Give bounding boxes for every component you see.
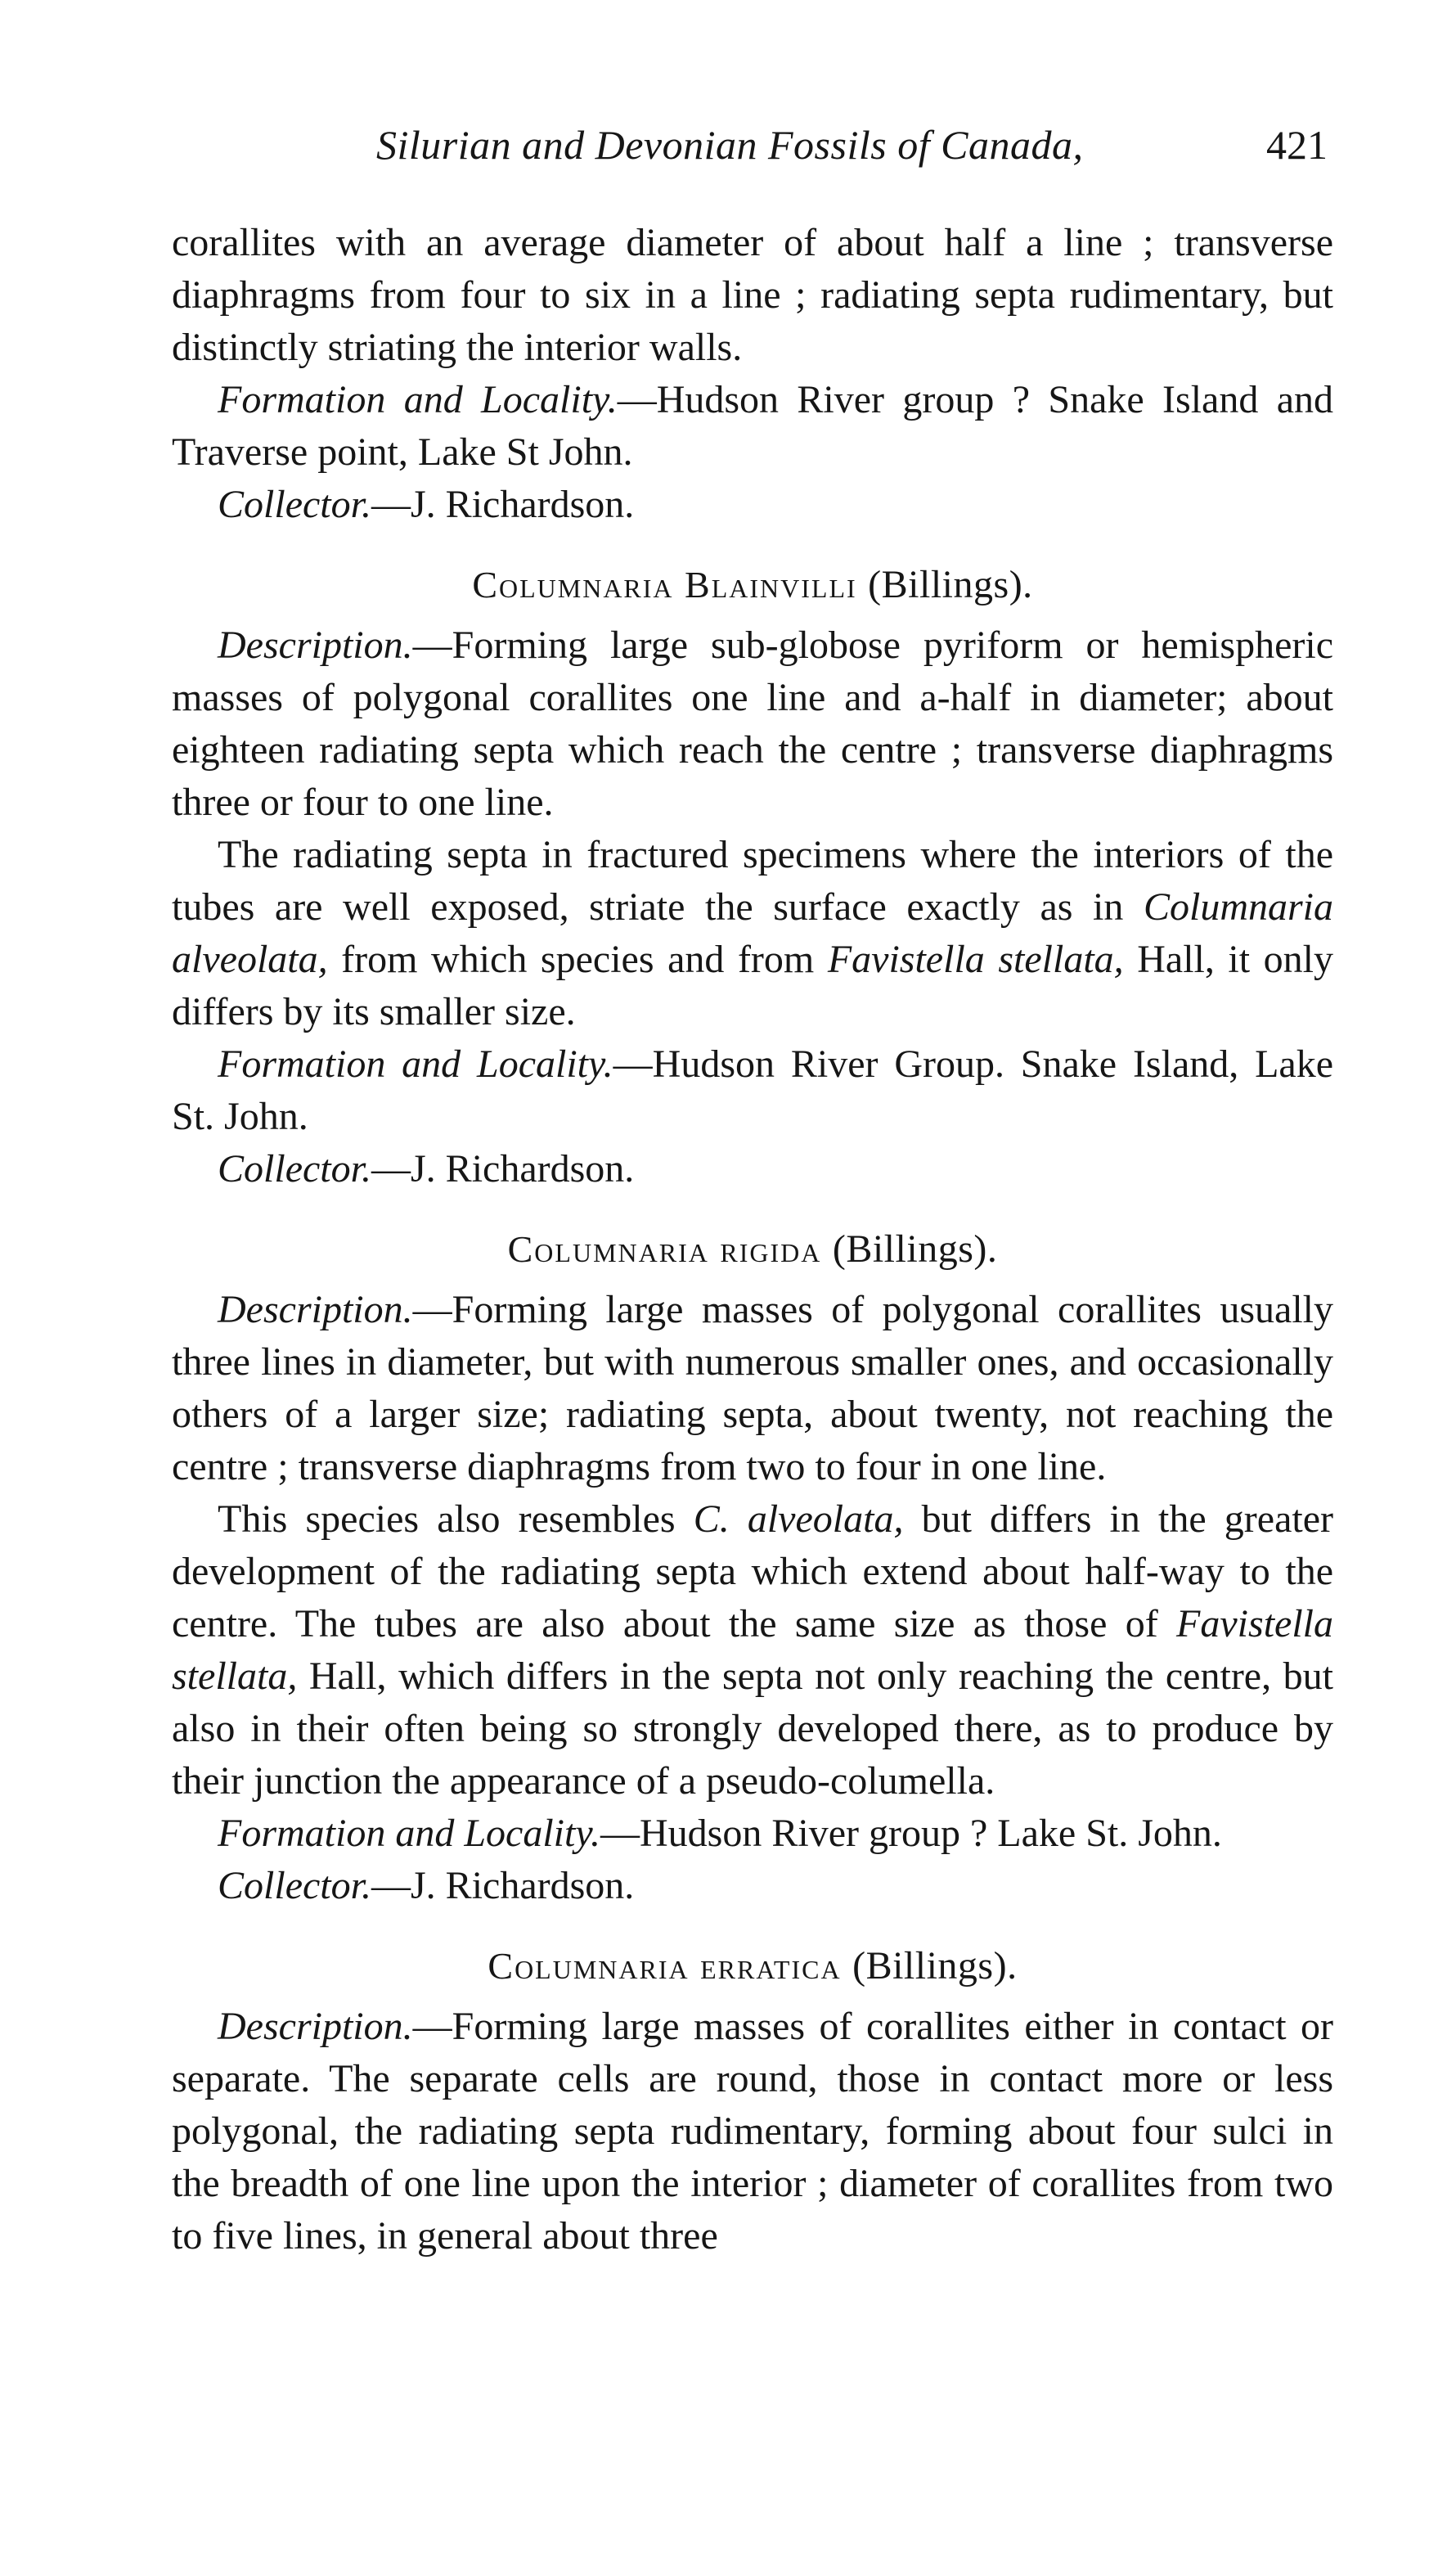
species-heading: Columnaria rigida (Billings). [507,1227,998,1271]
species-collector: Collector.—J. Richardson. [218,1864,635,1907]
species-heading: Columnaria erratica (Billings). [488,1944,1018,1988]
description-label: Description. [218,623,413,667]
taxon-name: Columnaria alveolata, [172,885,1333,981]
species-description: Description.—Forming large masses of polygonal corallites usually three lines in diameter, but with numerous smaller ones, and occasionally others of a larger size; radiating septa, about twenty, not reaching the centre ; transverse diaphragms from two to four in one line. [172,1288,1333,1488]
species-collector: Collector.—J. Richardson. [218,1147,635,1191]
species-heading: Columnaria Blainvilli (Billings). [472,563,1033,606]
page-header [0,121,1456,178]
taxon-name: Favistella stellata, [827,938,1124,981]
species-remarks: This species also resembles C. alveolata, but differs in the greater development of the radiating septa which extend about half-way to the centre. The tubes are also about the same size as those of Favistella stellata, Hall, which differs in the septa not only reaching the centre, but also in their often being so strongly developed there, as to produce by their junction the appearance of a pseudo-columella. [172,1497,1333,1803]
description-label: Description. [218,1288,413,1331]
intro-formation: Formation and Locality.—Hudson River group ? Snake Island and Traverse point, Lake St John. [172,378,1333,474]
running-title: Silurian and Devonian Fossils of Canada, [376,122,1084,168]
collector-label: Collector. [218,483,371,526]
taxon-name: C. alveolata, [693,1497,904,1541]
taxon-name: Favistella stellata, [172,1602,1333,1698]
intro-collector: Collector.—J. Richardson. [218,483,635,526]
species-remarks: The radiating septa in fractured specimens where the interiors of the tubes are well exposed, striate the surface exactly as in Columnaria alveolata, from which species and from Favistella stellata, Hall, it only differs by its smaller size. [172,833,1334,1033]
collector-label: Collector. [218,1147,371,1191]
species-formation: Formation and Locality.—Hudson River Group. Snake Island, Lake St. John. [172,1042,1334,1138]
intro-paragraph: corallites with an average diameter of about half a line ; transverse diaphragms from four to six in a line ; radiating septa rudimentary, but distinctly striating the interior walls. [172,221,1333,369]
formation-label: Formation and Locality. [218,1812,600,1855]
species-formation: Formation and Locality.—Hudson River group ? Lake St. John. [218,1812,1222,1855]
formation-label: Formation and Locality. [218,1042,613,1086]
page-number: 421 [1266,122,1328,168]
formation-label: Formation and Locality. [218,378,618,421]
species-description: Description.—Forming large sub-globose pyriform or hemispheric masses of polygonal corallites one line and a-half in diameter; about eighteen radiating septa which reach the centre ; transverse diaphragms three or four to one line. [172,623,1333,824]
collector-label: Collector. [218,1864,371,1907]
species-description: Description.—Forming large masses of corallites either in contact or separate. The separate cells are round, those in contact more or less polygonal, the radiating septa rudimentary, forming about four sulci in the breadth of one line upon the interior ; diameter of corallites from two to five lines, in general about three [172,2005,1333,2258]
description-label: Description. [218,2005,413,2048]
page-body [172,217,1333,2262]
